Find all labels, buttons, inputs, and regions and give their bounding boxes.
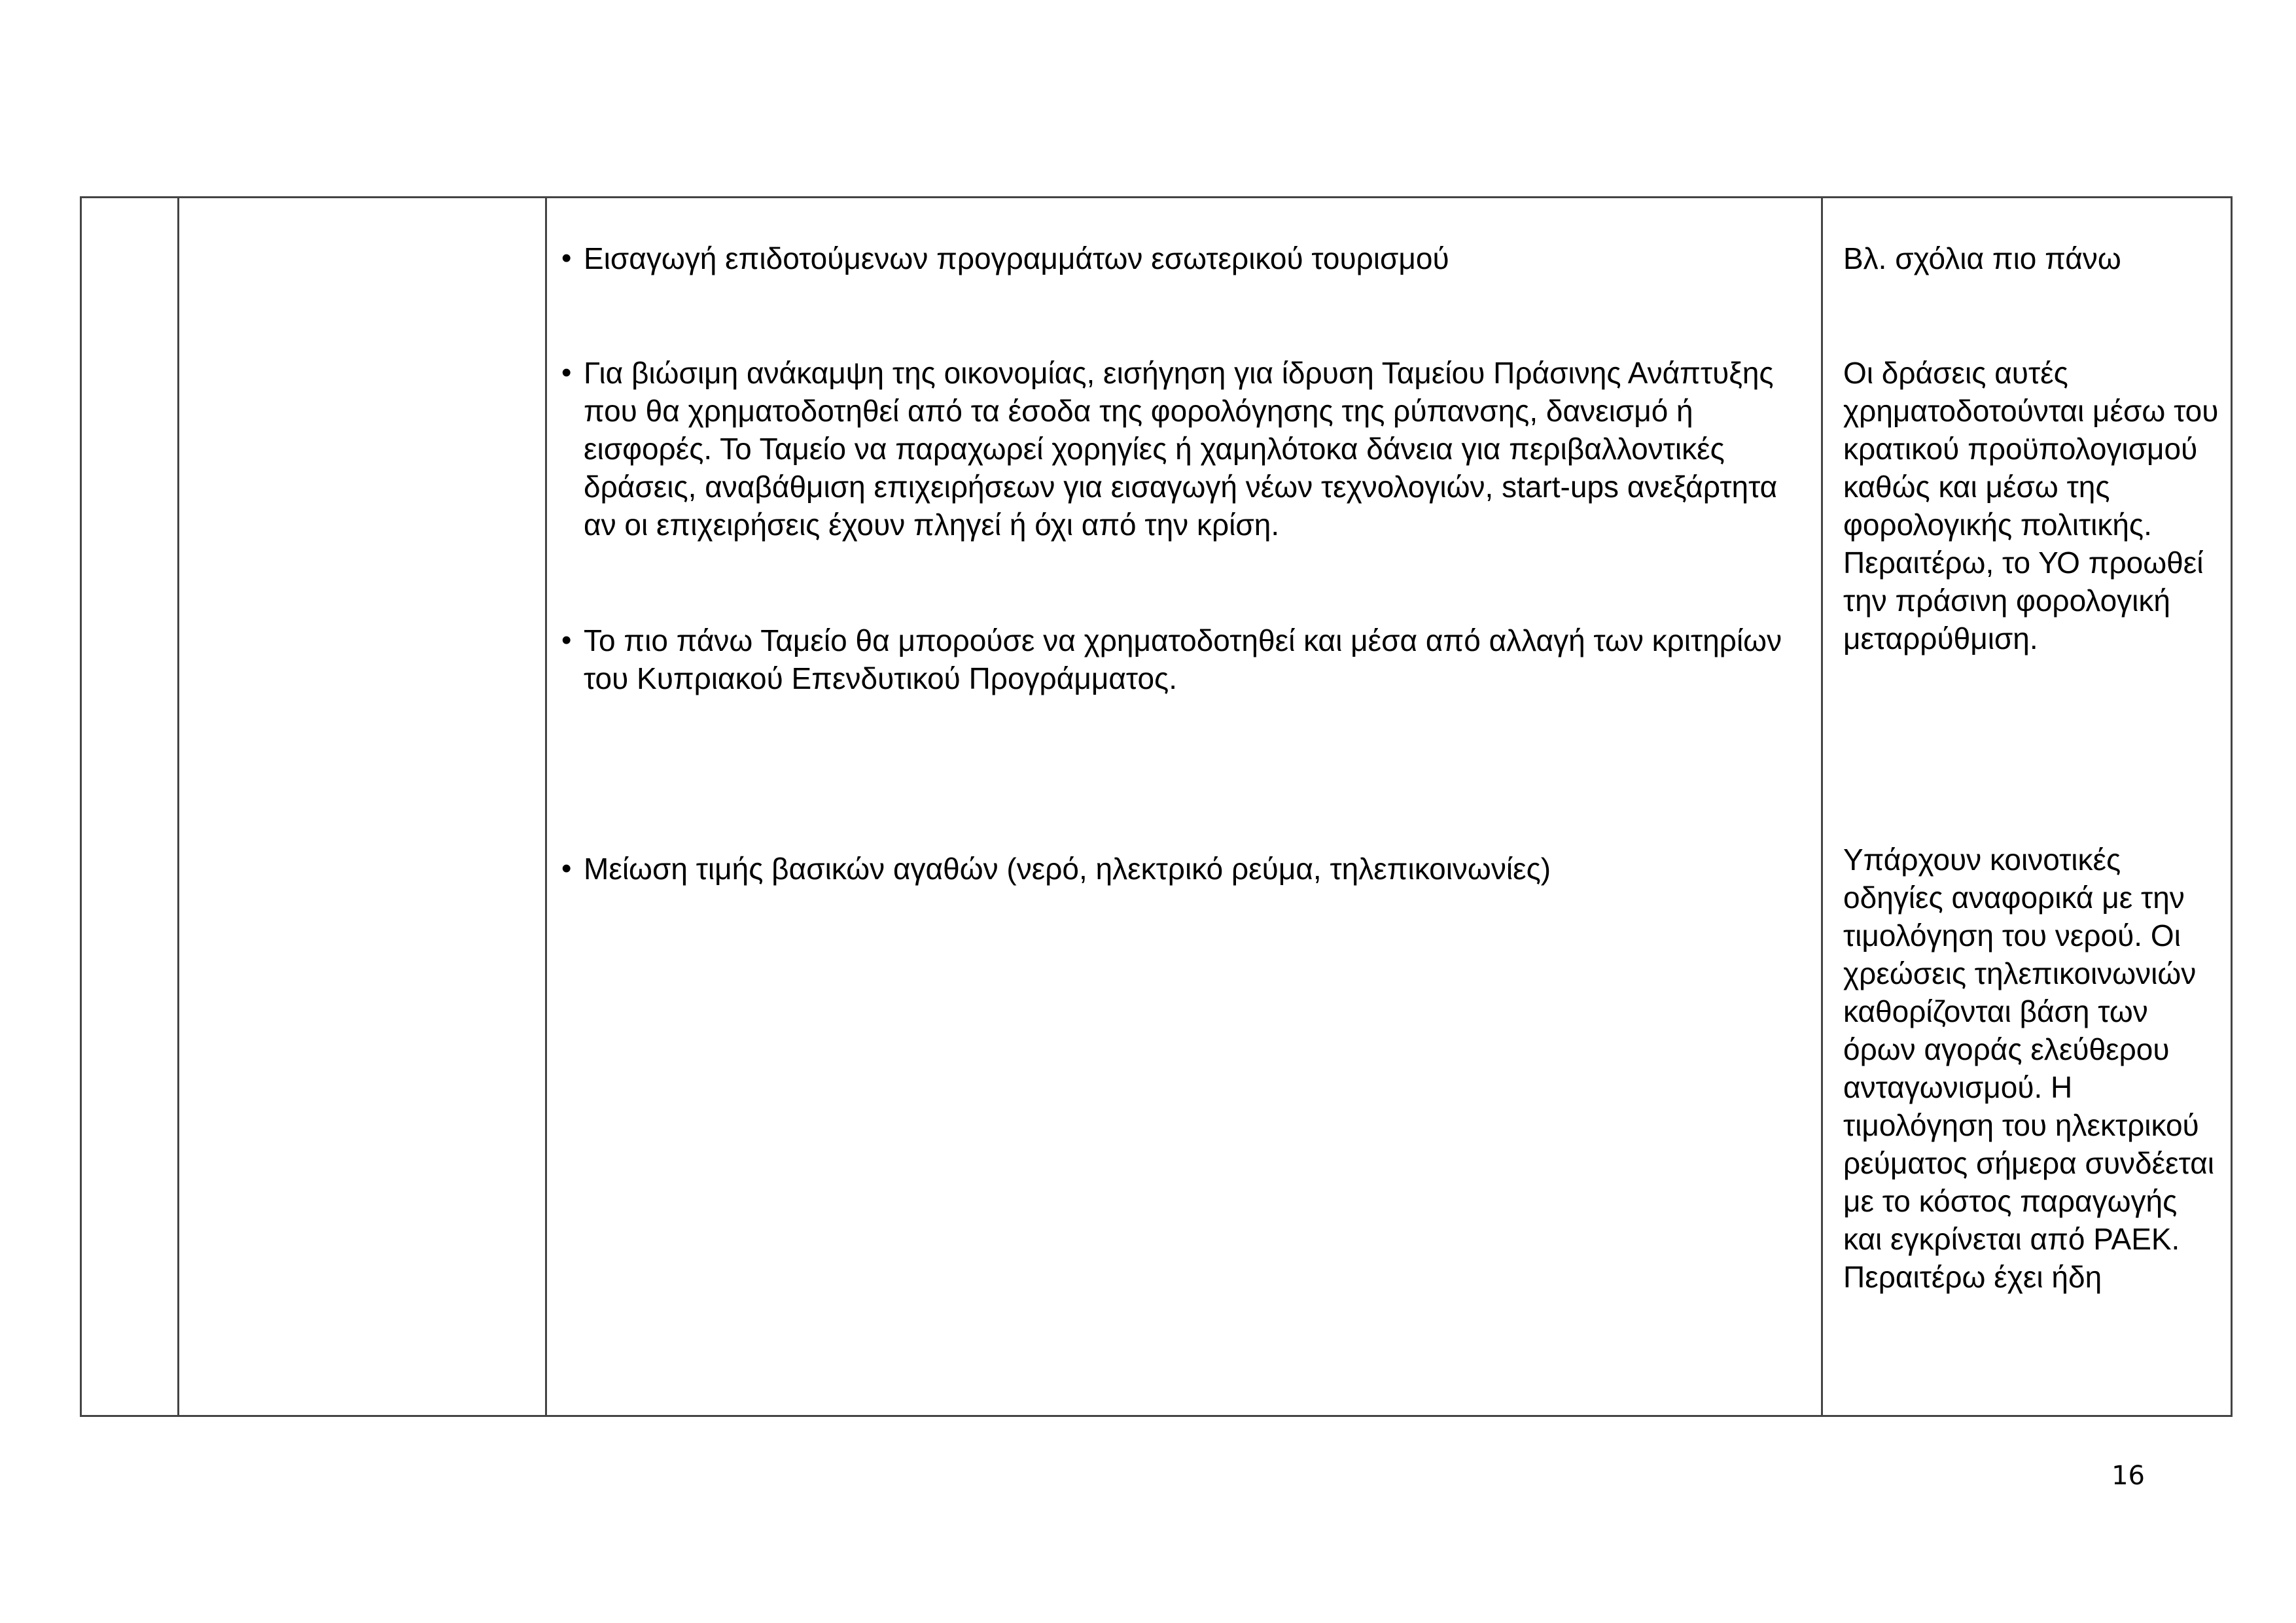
proposal-item [561, 354, 1792, 544]
proposal-text: Για βιώσιμη ανάκαμψη της οικονομίας, εισήγηση για ίδρυση Ταμείου Πράσινης Ανάπτυξης που θα χρηματοδοτηθεί από τα έσοδα της φορολόγησης της ρύπανσης, δανεισμό ή εισφορές. Το Ταμείο να παραχωρεί χορηγίες ή χαμηλότοκα δάνεια για περιβαλλοντικές δράσεις, αναβάθμιση επιχειρήσεων για εισαγωγή νέων τεχνολογιών, start-ups ανεξάρτητα αν οι επιχειρήσεις έχουν πληγεί ή όχι από την κρίση. [584, 356, 1778, 542]
column-divider [177, 198, 179, 1415]
proposal-text: Εισαγωγή επιδοτούμενων προγραμμάτων εσωτερικού τουρισμού [584, 241, 1449, 275]
bullet-icon: • [561, 357, 572, 389]
proposal-item [561, 239, 1792, 277]
bullet-icon: • [561, 242, 572, 274]
column-divider [1821, 198, 1823, 1415]
bullet-icon: • [561, 624, 572, 656]
comment-text: Βλ. σχόλια πιο πάνω [1843, 241, 2121, 275]
proposal-text: Το πιο πάνω Ταμείο θα μπορούσε να χρηματοδοτηθεί και μέσα από αλλαγή των κριτηρίων του Κυπριακού Επενδυτικού Προγράμματος. [584, 623, 1782, 695]
bullet-icon: • [561, 852, 572, 884]
column-divider [545, 198, 547, 1415]
page-number: 16 [2111, 1461, 2145, 1491]
comment-text: Υπάρχουν κοινοτικές οδηγίες αναφορικά με την τιμολόγηση του νερού. Οι χρεώσεις τηλεπικοινωνιών καθορίζονται βάση των όρων αγοράς ελεύθερου ανταγωνισμού. Η τιμολόγηση του ηλεκτρικού ρεύματος σήμερα συνδέεται με το κόστος παραγωγής και εγκρίνεται από ΡΑΕΚ. Περαιτέρω έχει ήδη [1843, 843, 2215, 1294]
proposal-item [561, 621, 1792, 697]
proposal-text: Μείωση τιμής βασικών αγαθών (νερό, ηλεκτρικό ρεύμα, τηλεπικοινωνίες) [584, 852, 1551, 886]
comment-text: Οι δράσεις αυτές χρηματοδοτούνται μέσω του κρατικού προϋπολογισμού καθώς και μέσω της φορολογικής πολιτικής. Περαιτέρω, το ΥΟ προωθεί την πράσινη φορολογική μεταρρύθμιση. [1843, 356, 2219, 655]
proposal-item [561, 850, 1792, 888]
